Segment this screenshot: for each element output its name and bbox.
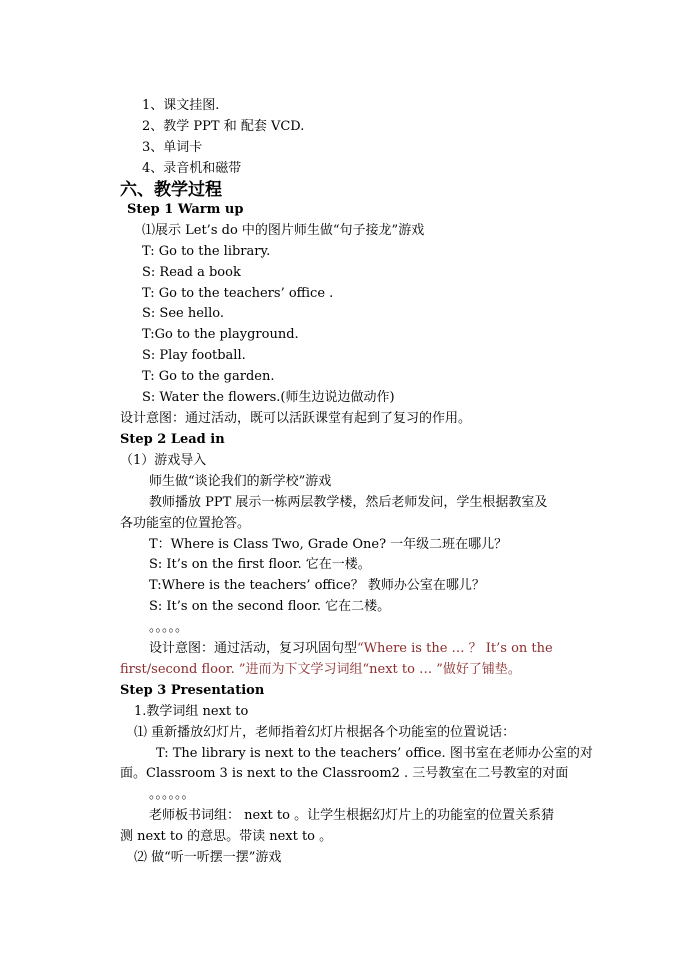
dialogue-line: T: Go to the garden. <box>142 369 275 384</box>
dialogue-line: S: Play football. <box>142 348 246 363</box>
step1-heading: Step 1 Warm up <box>127 202 244 217</box>
step3-paragraph: 老师板书词组： next to 。让学生根据幻灯片上的功能室的位置关系猜 <box>149 808 555 823</box>
step2-game: 师生做“谈论我们的新学校”游戏 <box>149 474 332 489</box>
dialogue-line: S: Water the flowers.(师生边说边做动作) <box>142 390 395 405</box>
step3-sub: ⑴ 重新播放幻灯片，老师指着幻灯片根据各个功能室的位置说话： <box>134 725 516 740</box>
step2-intent-continued: first/second floor. ”进而为下文学习词组“next to … ”做好了铺垫。 <box>120 662 521 677</box>
material-item: 4、录音机和磁带 <box>142 161 242 176</box>
step2-heading: Step 2 Lead in <box>120 432 225 447</box>
dialogue-line: T:Where is the teachers’ office？ 教师办公室在哪儿？ <box>149 578 485 593</box>
dialogue-line: S: See hello. <box>142 306 224 321</box>
ellipsis-dots: 。。。。。 <box>149 620 189 635</box>
dialogue-line: S: Read a book <box>142 265 241 280</box>
step2-intent <box>149 640 553 658</box>
step1-intent: 设计意图：通过活动，既可以活跃课堂有起到了复习的作用。 <box>120 411 472 426</box>
step2-intent-pattern: “Where is the … ？ It’s on the <box>357 641 553 656</box>
step2-paragraph: 教师播放 PPT 展示一栋两层教学楼，然后老师发问，学生根据教室及 <box>149 495 548 510</box>
material-item: 3、单词卡 <box>142 140 203 155</box>
step3-line: T: The library is next to the teachers’ office. 图书室在老师办公室的对 <box>156 746 593 761</box>
step3-sub: ⑵ 做“听一听摆一摆”游戏 <box>134 850 282 865</box>
dialogue-line: S: It’s on the second floor. 它在二楼。 <box>149 599 391 614</box>
section-title: 六、教学过程 <box>120 180 222 200</box>
step3-heading: Step 3 Presentation <box>120 683 265 698</box>
material-item: 2、教学 PPT 和 配套 VCD. <box>142 119 305 134</box>
step1-intro: ⑴展示 Let’s do 中的图片师生做“句子接龙”游戏 <box>142 223 425 238</box>
ellipsis-dots: 。。。。。。 <box>149 787 195 802</box>
material-item: 1、课文挂图. <box>142 98 220 113</box>
step3-item: 1.教学词组 next to <box>134 704 249 719</box>
step2-intent-label: 设计意图：通过活动，复习巩固句型 <box>149 641 358 656</box>
dialogue-line: T:Go to the playground. <box>142 327 299 342</box>
step3-line: 面。Classroom 3 is next to the Classroom2 . 三号教室在二号教室的对面 <box>120 766 569 781</box>
dialogue-line: T: Go to the library. <box>142 244 271 259</box>
dialogue-line: T：Where is Class Two, Grade One? 一年级二班在哪儿？ <box>149 537 508 552</box>
step3-paragraph: 测 next to 的意思。带读 next to 。 <box>120 829 333 844</box>
dialogue-line: S: It’s on the first floor. 它在一楼。 <box>149 557 371 572</box>
step2-sub: （1）游戏导入 <box>120 453 207 468</box>
step2-paragraph: 各功能室的位置抢答。 <box>120 516 251 531</box>
dialogue-line: T: Go to the teachers’ office . <box>142 286 334 301</box>
